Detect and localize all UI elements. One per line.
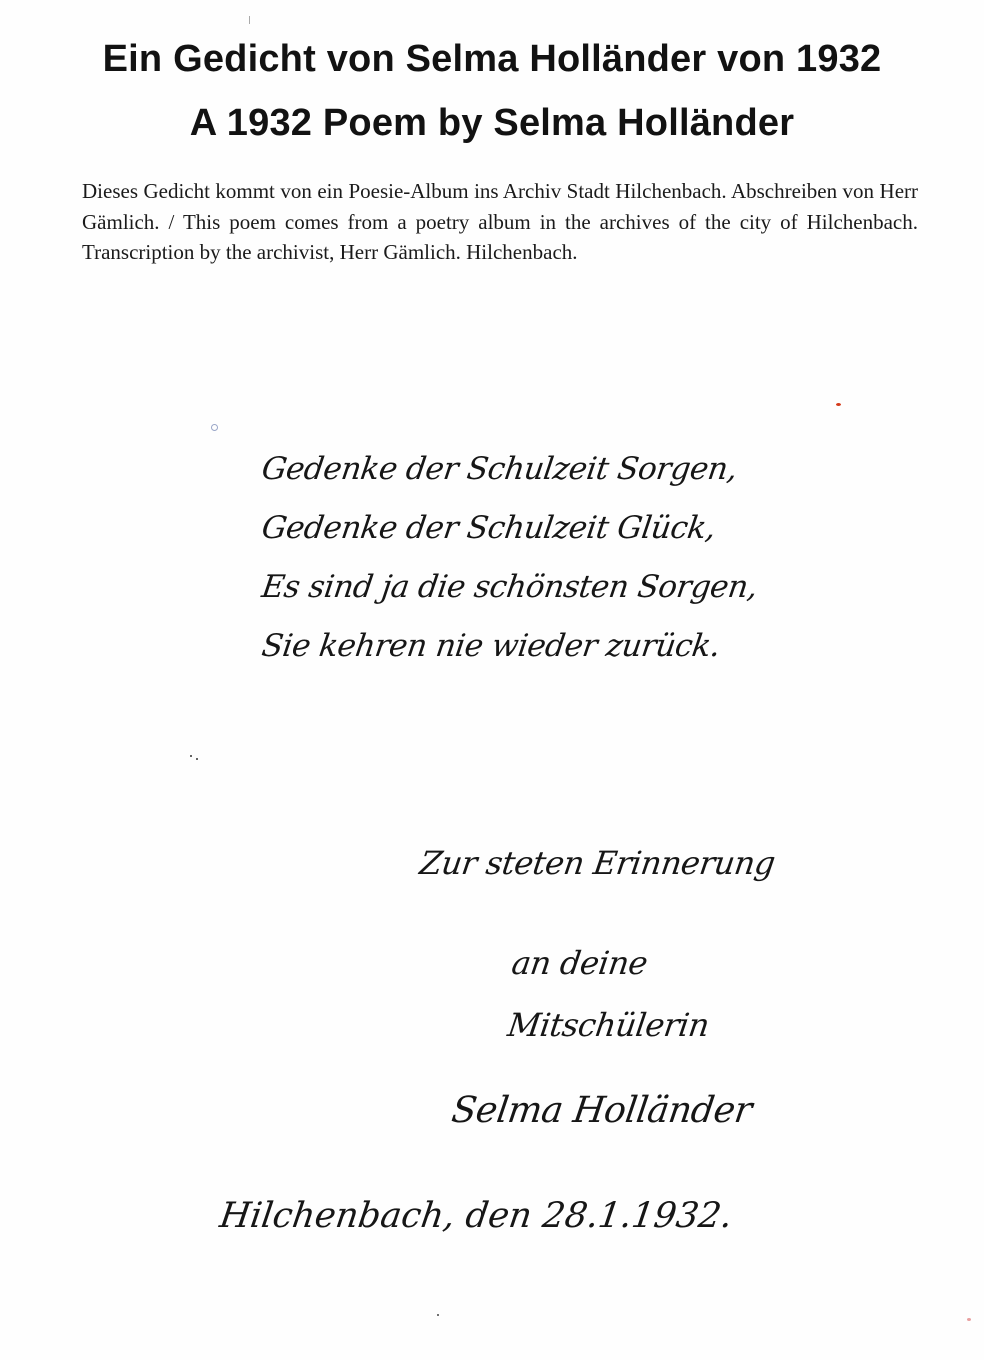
handwritten-poem	[259, 440, 782, 676]
scan-speck	[249, 16, 250, 24]
scan-speck	[190, 755, 192, 757]
place-date-line: Hilchenbach, den 28.1.1932.	[217, 1196, 735, 1236]
scan-speck	[211, 424, 218, 431]
dedication-line: Mitschülerin	[505, 1006, 712, 1044]
poem-line: Es sind ja die schönsten Sorgen,	[259, 569, 760, 605]
title-german: Ein Gedicht von Selma Holländer von 1932	[102, 38, 882, 80]
scan-speck	[967, 1318, 971, 1321]
dedication-line: Zur steten Erinnerung	[417, 844, 778, 882]
poem-line: Gedenke der Schulzeit Glück,	[259, 510, 718, 546]
poem-line: Sie kehren nie wieder zurück.	[259, 628, 723, 664]
scan-speck	[196, 758, 198, 760]
signature: Selma Holländer	[449, 1090, 755, 1131]
title-english: A 1932 Poem by Selma Holländer	[189, 102, 795, 144]
scan-speck	[437, 1314, 439, 1316]
scan-speck	[836, 403, 841, 406]
poem-line: Gedenke der Schulzeit Sorgen,	[259, 451, 740, 487]
intro-paragraph: Dieses Gedicht kommt von ein Poesie-Album ins Archiv Stadt Hilchenbach. Abschreiben von Herr Gämlich. / This poem comes from a poetry album in the archives of the city of Hilchenbach. Transcription by the archivist, Herr Gämlich. Hilchenbach.	[82, 179, 918, 264]
dedication-line: an deine	[509, 944, 650, 982]
